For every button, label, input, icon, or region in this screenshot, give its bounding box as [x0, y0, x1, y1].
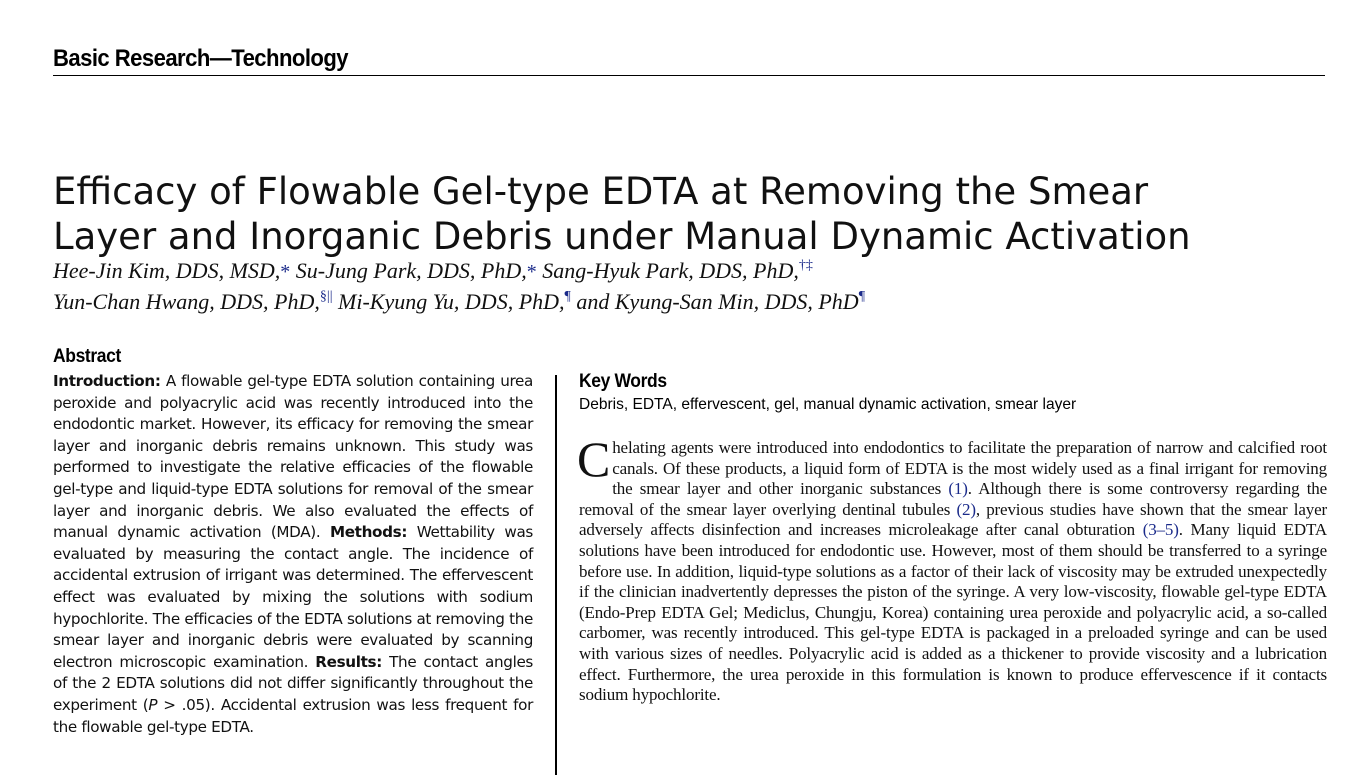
author-name: Sang-Hyuk Park, DDS, PhD, — [536, 258, 799, 283]
affiliation-mark[interactable]: ¶ — [564, 289, 571, 304]
p-value-symbol: P — [148, 695, 158, 714]
article-title — [53, 169, 1343, 259]
author-list — [53, 256, 1343, 316]
drop-cap: C — [577, 431, 611, 487]
intro-text: A flowable gel-type EDTA solution containing urea peroxide and polyacrylic acid was recently introduced into the endodontic market. However, its efficacy for removing the smear layer and inorganic debris remains unknown. This study was performed to investigate the relative efficacies of the flowable gel-type and liquid-type EDTA solutions for removal of the smear layer and inorganic debris. We also evaluated the effects of manual dynamic activation (MDA). — [53, 372, 533, 542]
intro-label: Introduction: — [53, 372, 161, 390]
introduction-paragraph — [577, 431, 1328, 706]
author-line-1 — [53, 256, 1343, 287]
keywords-heading: Key Words — [579, 371, 667, 392]
affiliation-mark[interactable]: * — [280, 261, 291, 283]
affiliation-mark[interactable]: * — [526, 261, 537, 283]
methods-label: Methods: — [329, 523, 408, 542]
author-name: and Kyung-San Min, DDS, PhD — [570, 289, 859, 314]
methods-text: Wettability was evaluated by measuring the contact angle. The incidence of accidental extrusion of irrigant was determined. The effervescent effect was evaluated by mixing the solutions with sodium hypochlorite. The efficacies of the EDTA solutions at removing the smear layer and inorganic debris were evaluated by scanning electron microscopic examination. — [53, 523, 533, 671]
citation-link-1[interactable]: (1) — [948, 479, 968, 499]
body-text-segment: helating agents were introduced into endodontics to facilitate the preparation of narrow and calcified root canals. Of these products, a liquid form of EDTA is the most widely used as a final irrigant for removing the smear layer and other inorganic substances — [612, 438, 1327, 499]
abstract-heading: Abstract — [53, 346, 121, 367]
section-header-label: Basic Research—Technology — [53, 45, 349, 72]
title-line-2: Layer and Inorganic Debris under Manual Dynamic Activation — [53, 214, 1191, 258]
column-divider — [555, 375, 557, 775]
results-text-cont: > .05). Accidental extrusion was less frequent for the flowable gel-type EDTA. — [53, 695, 533, 736]
section-header — [53, 44, 1325, 76]
author-name: Hee-Jin Kim, DDS, MSD, — [53, 258, 281, 283]
title-line-1: Efficacy of Flowable Gel-type EDTA at Removing the Smear — [53, 169, 1149, 213]
abstract-section — [53, 345, 533, 738]
author-name: Mi-Kyung Yu, DDS, PhD, — [332, 289, 565, 314]
results-text: The contact angles of the 2 EDTA solutions did not differ significantly throughout the experiment ( — [53, 652, 533, 714]
author-name: Yun-Chan Hwang, DDS, PhD, — [53, 289, 320, 314]
affiliation-mark[interactable]: ¶ — [858, 289, 866, 304]
citation-link-3-5[interactable]: (3–5) — [1142, 520, 1179, 540]
author-line-2 — [53, 287, 1343, 316]
body-text-segment: , previous studies have shown that the smear layer adversely affects disinfection and increases microleakage after canal obturation — [579, 499, 1327, 540]
affiliation-mark[interactable]: †‡ — [798, 258, 813, 273]
results-label: Results: — [315, 652, 382, 671]
keywords-list: Debris, EDTA, effervescent, gel, manual dynamic activation, smear layer — [579, 396, 1077, 413]
body-text-segment: . Although there is some controversy regarding the removal of the smear layer overlying dentinal tubules — [579, 479, 1328, 519]
author-name: Su-Jung Park, DDS, PhD, — [290, 258, 527, 283]
abstract-text — [53, 371, 533, 738]
body-text-segment: . Many liquid EDTA solutions have been introduced for endodontic use. However, most of them should be transferred to a syringe before use. In addition, liquid-type solutions as a factor of their lack of viscosity may be extruded unexpectedly if the clinician inadvertently depresses the piston of the syringe. A very low-viscosity, flowable gel-type EDTA (Endo-Prep EDTA Gel; Mediclus, Chungju, Korea) containing urea peroxide and polyacrylic acid, a so-called carbomer, was recently introduced. This gel-type EDTA is packaged in a preloaded syringe and can be used with various sizes of needles. Polyacrylic acid is added as a thickener to provide viscosity and a lubrication effect. Furthermore, the urea peroxide in this formulation is known to produce effervescence if it contacts sodium hypochlorite. — [579, 520, 1327, 705]
main-column — [579, 370, 1327, 723]
citation-link-2[interactable]: (2) — [956, 499, 976, 519]
affiliation-mark[interactable]: §|| — [319, 289, 333, 304]
